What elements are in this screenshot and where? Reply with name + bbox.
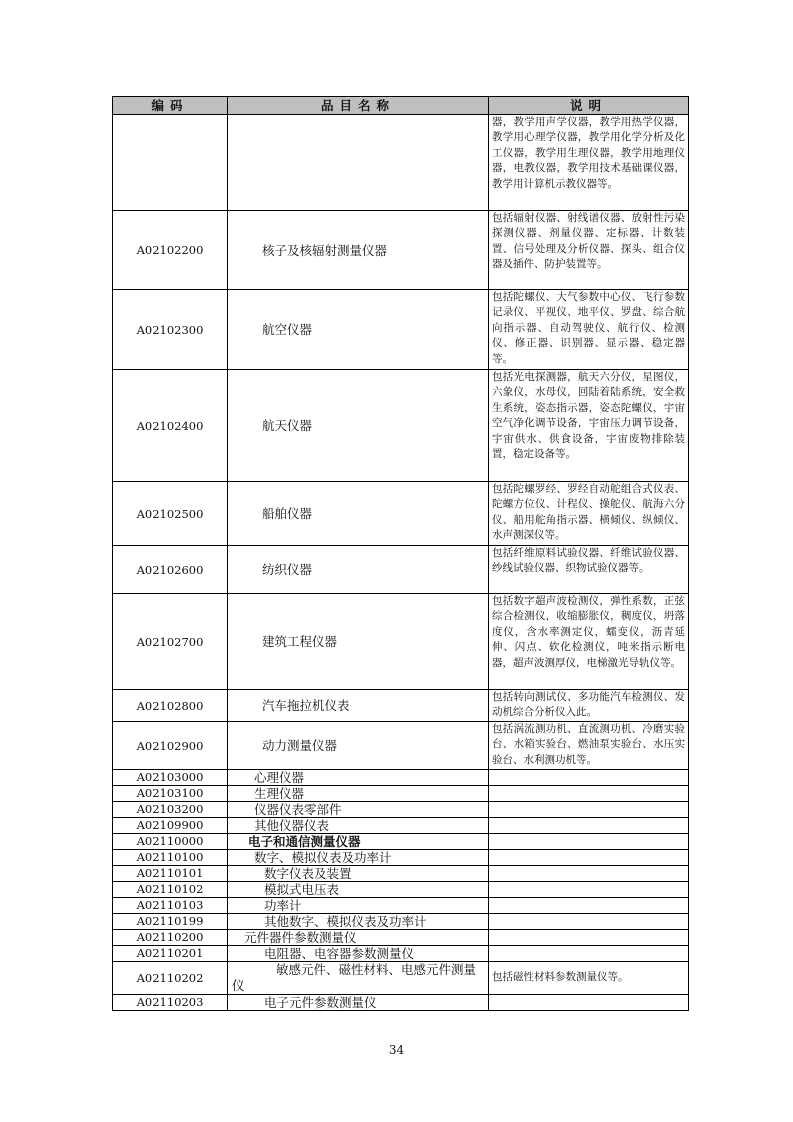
row-desc <box>489 802 689 818</box>
row-name <box>228 115 489 211</box>
row-desc: 包括辐射仪器、射线谱仪器、放射性污染探测仪器、剂量仪器、定标器、计数装置、信号处理及分析仪器、探头、组合仪器及插件、防护装置等。 <box>489 211 689 290</box>
row-code: A02110200 <box>113 930 228 946</box>
table-row <box>113 482 689 546</box>
simple-rows <box>113 770 689 962</box>
table-row <box>113 290 689 370</box>
row-name: 核子及核辐射测量仪器 <box>228 211 489 290</box>
row-code: A02102500 <box>113 482 228 546</box>
row-code <box>113 115 228 211</box>
header-desc: 说明 <box>489 97 689 115</box>
table-row <box>113 370 689 482</box>
row-name: 元件器件参数测量仪 <box>228 930 489 946</box>
row-desc <box>489 770 689 786</box>
row-name: 建筑工程仪器 <box>228 594 489 690</box>
row-name: 船舶仪器 <box>228 482 489 546</box>
row-desc: 包括数字超声波检测仪，弹性系数，正弦综合检测仪，收缩膨胀仪，稠度仪，坍落度仪，含水率测定仪，蠕变仪，沥青延伸、闪点、软化检测仪，吨米指示断电器，超声波测厚仪，电梯激光导轨仪等。 <box>489 594 689 690</box>
table-row <box>113 818 689 834</box>
table-row <box>113 866 689 882</box>
row-code: A02102900 <box>113 722 228 770</box>
row-code: A02110201 <box>113 946 228 962</box>
table-row <box>113 786 689 802</box>
row-name: 功率计 <box>228 898 489 914</box>
row-desc <box>489 914 689 930</box>
row-name: 航天仪器 <box>228 370 489 482</box>
table-header-row <box>113 97 689 115</box>
row-name: 数字、模拟仪表及功率计 <box>228 850 489 866</box>
table-row <box>113 898 689 914</box>
row-code: A02110202 <box>113 962 228 995</box>
row-code: A02110000 <box>113 834 228 850</box>
row-name: 数字仪表及装置 <box>228 866 489 882</box>
row-name: 汽车拖拉机仪表 <box>228 690 489 722</box>
table-row <box>113 850 689 866</box>
row-desc <box>489 850 689 866</box>
row-code: A02110203 <box>113 995 228 1011</box>
row-desc: 包括纤维原料试验仪器、纤维试验仪器、纱线试验仪器、织物试验仪器等。 <box>489 546 689 594</box>
table-row <box>113 995 689 1011</box>
row-desc <box>489 818 689 834</box>
header-name: 品目名称 <box>228 97 489 115</box>
row-desc <box>489 866 689 882</box>
row-code: A02102600 <box>113 546 228 594</box>
row-name: 纺织仪器 <box>228 546 489 594</box>
row-code: A02109900 <box>113 818 228 834</box>
row-desc <box>489 930 689 946</box>
table-row <box>113 546 689 594</box>
row-desc: 包括涡流测功机、直流测功机、冷磨实验台、水箱实验台、燃油泵实验台、水压实验台、水利测功机等。 <box>489 722 689 770</box>
table-row <box>113 690 689 722</box>
table-row <box>113 211 689 290</box>
row-name: 其他数字、模拟仪表及功率计 <box>228 914 489 930</box>
table-row <box>113 115 689 211</box>
row-name: 心理仪器 <box>228 770 489 786</box>
table-row <box>113 962 689 995</box>
row-name: 动力测量仪器 <box>228 722 489 770</box>
row-name: 敏感元件、磁性材料、电感元件测量仪 <box>228 962 489 995</box>
row-desc <box>489 995 689 1011</box>
table-row <box>113 722 689 770</box>
row-desc: 包括磁性材料参数测量仪等。 <box>489 962 689 995</box>
row-code: A02103100 <box>113 786 228 802</box>
row-desc <box>489 786 689 802</box>
row-code: A02110102 <box>113 882 228 898</box>
row-desc: 包括陀螺罗经、罗经自动舵组合式仪表、陀螺方位仪、计程仪、操舵仪、航海六分仪、船用舵角指示器、横倾仪、纵倾仪、水声测深仪等。 <box>489 482 689 546</box>
table-row <box>113 594 689 690</box>
row-desc: 包括光电探测器，航天六分仪，星图仪，六象仪，水母仪，回陆着陆系统，安全救生系统，姿态指示器，姿态陀螺仪，宇宙空气净化调节设备，宇宙压力调节设备，宇宙供水、供食设备，宇宙废物排除装置，稳定设备等。 <box>489 370 689 482</box>
table-row <box>113 914 689 930</box>
row-name: 仪器仪表零部件 <box>228 802 489 818</box>
catalog-table <box>112 96 689 1011</box>
row-name: 航空仪器 <box>228 290 489 370</box>
row-name: 电阻器、电容器参数测量仪 <box>228 946 489 962</box>
table-row <box>113 930 689 946</box>
row-code: A02103200 <box>113 802 228 818</box>
table-row <box>113 882 689 898</box>
row-code: A02110101 <box>113 866 228 882</box>
table-row <box>113 770 689 786</box>
table-row <box>113 834 689 850</box>
header-code: 编码 <box>113 97 228 115</box>
row-code: A02102400 <box>113 370 228 482</box>
row-code: A02102300 <box>113 290 228 370</box>
table-row <box>113 802 689 818</box>
row-name: 生理仪器 <box>228 786 489 802</box>
table-row <box>113 946 689 962</box>
row-code: A02102700 <box>113 594 228 690</box>
row-code: A02110103 <box>113 898 228 914</box>
row-code: A02110199 <box>113 914 228 930</box>
row-code: A02102200 <box>113 211 228 290</box>
row-desc: 包括陀螺仪、大气参数中心仪、飞行参数记录仪、平视仪、地平仪、罗盘、综合航向指示器、自动驾驶仪、航行仪、检测仪、修正器、识别器、显示器、稳定器等。 <box>489 290 689 370</box>
row-desc <box>489 946 689 962</box>
row-code: A02110100 <box>113 850 228 866</box>
row-name: 模拟式电压表 <box>228 882 489 898</box>
row-name: 电子元件参数测量仪 <box>228 995 489 1011</box>
row-code: A02103000 <box>113 770 228 786</box>
page-number: 34 <box>388 1043 405 1057</box>
row-code: A02102800 <box>113 690 228 722</box>
row-desc <box>489 834 689 850</box>
row-desc <box>489 898 689 914</box>
row-name: 电子和通信测量仪器 <box>228 834 489 850</box>
row-name: 其他仪器仪表 <box>228 818 489 834</box>
row-desc <box>489 882 689 898</box>
row-desc: 器，教学用声学仪器，教学用热学仪器，教学用心理学仪器，教学用化学分析及化工仪器，教学用生理仪器，教学用地理仪器，电教仪器，教学用技术基础课仪器，教学用计算机示教仪器等。 <box>489 115 689 211</box>
row-desc: 包括转向测试仪、多功能汽车检测仪、发动机综合分析仪入此。 <box>489 690 689 722</box>
